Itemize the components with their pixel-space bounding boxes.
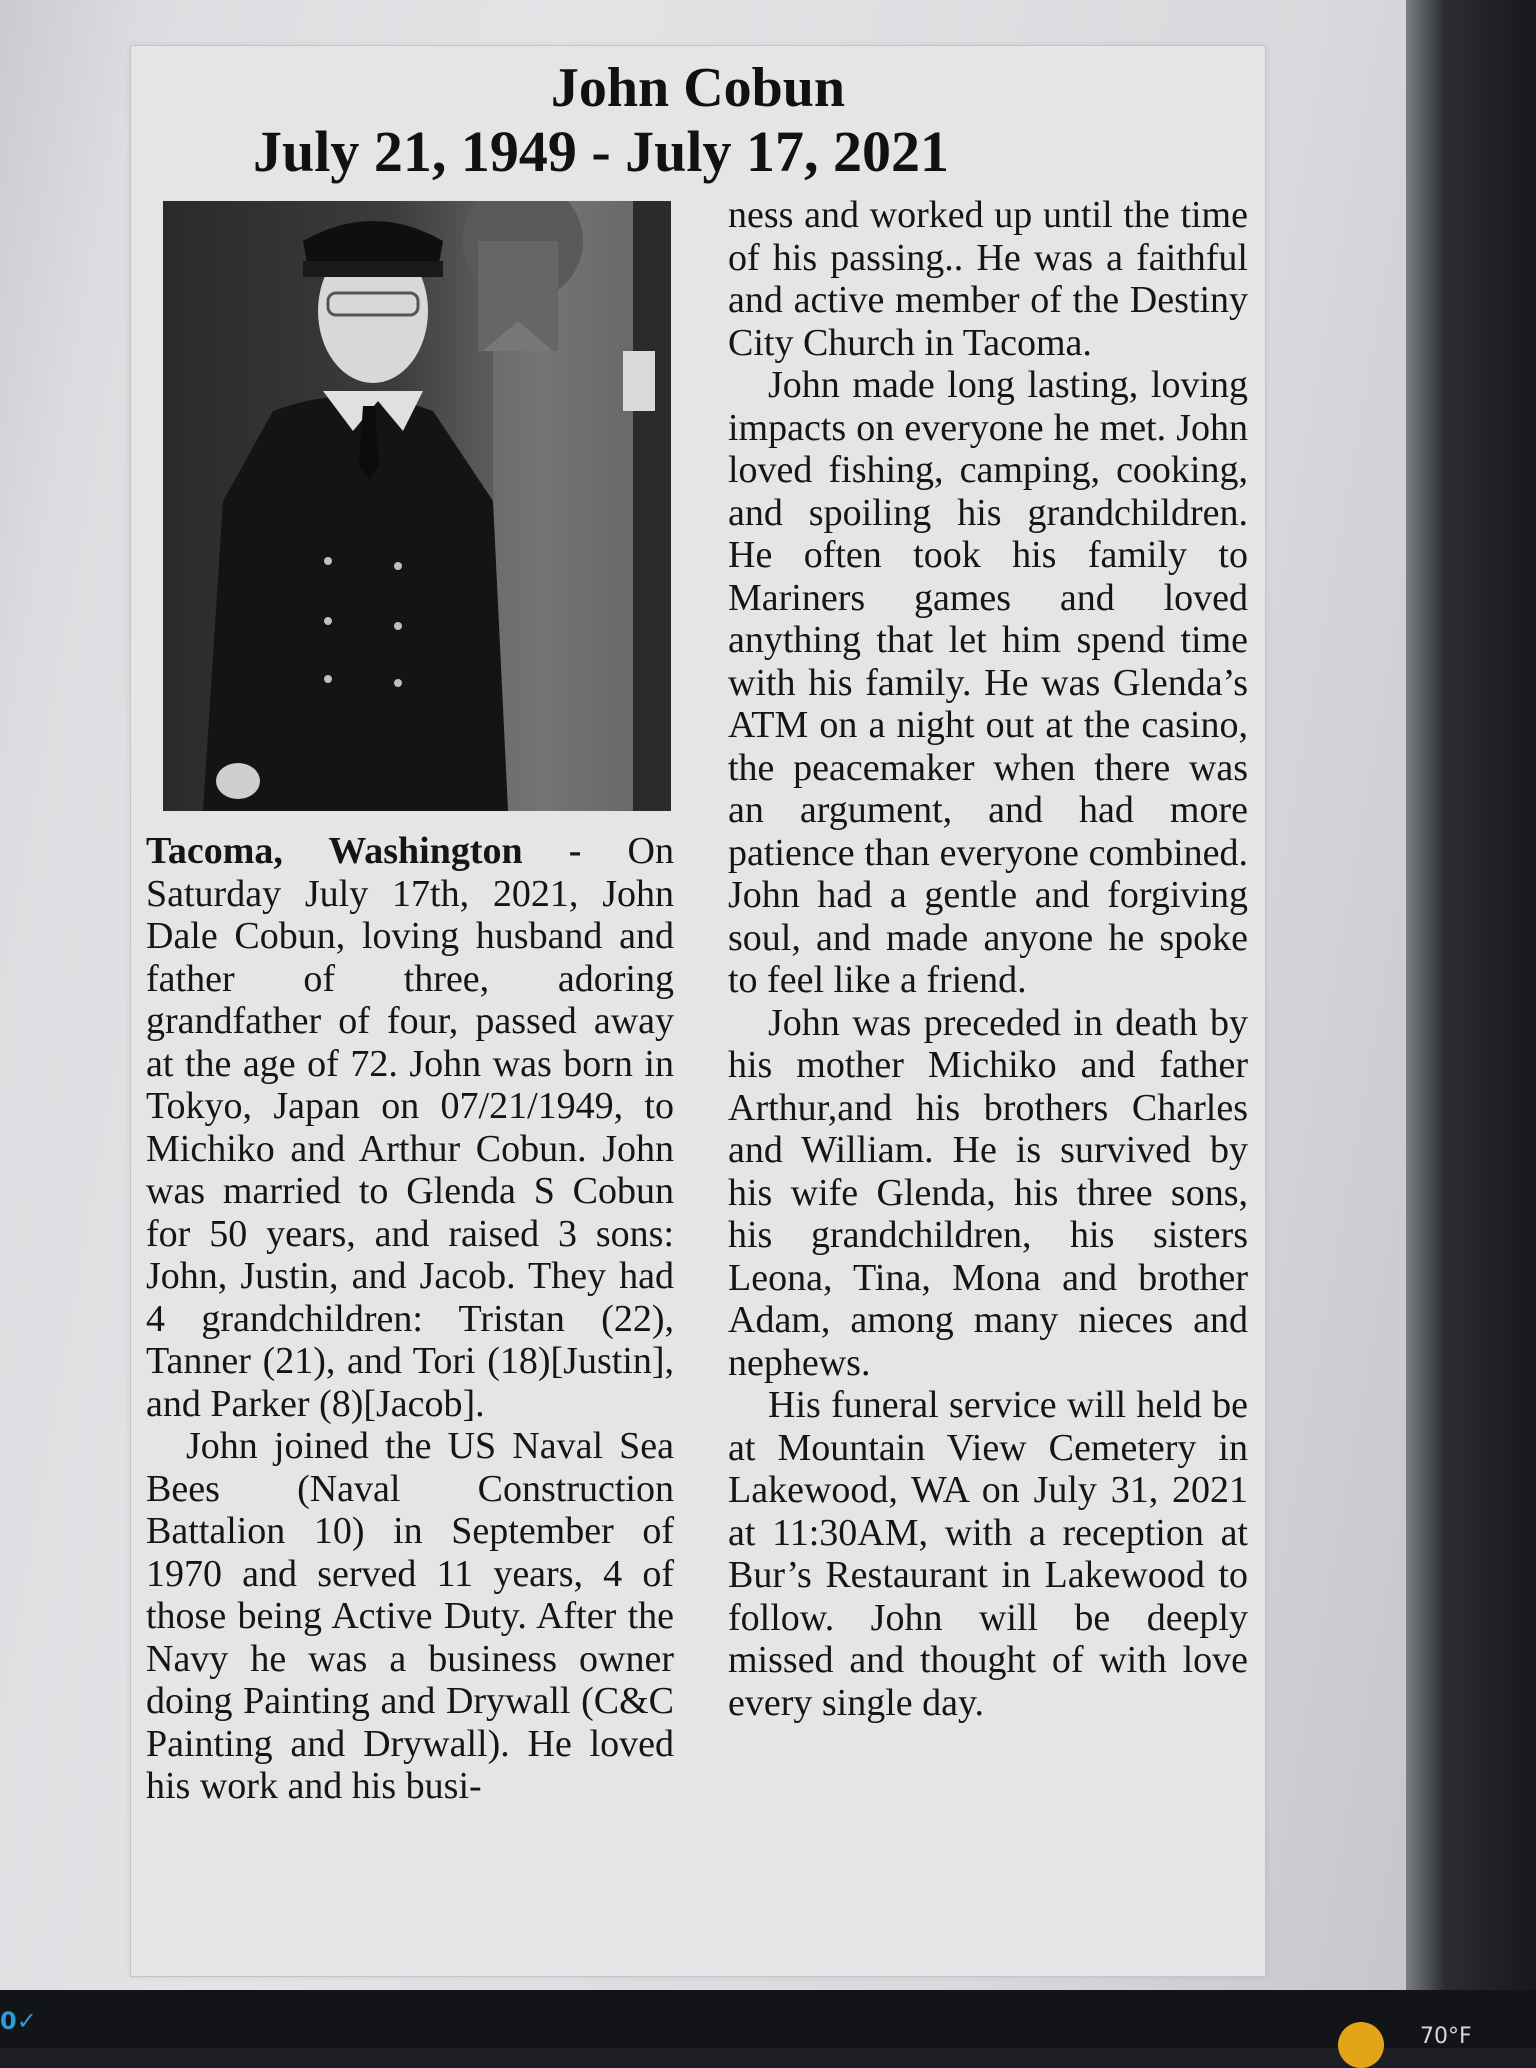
obituary-column-left [146, 830, 674, 1808]
temperature-readout[interactable]: 70°F [1420, 2024, 1472, 2049]
obituary-paragraph: ness and worked up until the time of his passing.. He was a faithful and active member of the Destiny City Church in Tacoma. [728, 194, 1248, 364]
obituary-name: John Cobun [550, 57, 846, 119]
obituary-dates: July 21, 1949 - July 17, 2021 [252, 119, 950, 184]
obituary-paragraph: John joined the US Naval Sea Bees (Naval Construction Battalion 10) in September of 1970 and served 11 years, 4 of those being Active Duty. After the Navy he was a business owner doing Painting and Drywall (C&C Painting and Drywall). He loved his work and his busi- [146, 1425, 674, 1807]
obituary-page [130, 45, 1266, 1977]
monitor-bezel [1406, 0, 1536, 2048]
obituary-column-right [728, 194, 1248, 1724]
dateline: Tacoma, Washington - [146, 830, 628, 872]
portrait-photo [163, 201, 671, 811]
taskbar-count: 0 [0, 2007, 17, 2035]
obituary-text: On Saturday July 17th, 2021, John Dale Cobun, loving husband and father of three, adoring grandfather of four, passed away at the age of 72. John was born in Tokyo, Japan on 07/21/1949, to Michiko and Arthur Cobun. John was married to Glenda S Cobun for 50 years, and raised 3 sons: John, Justin, and Jacob. They had 4 grandchildren: Tristan (22), Tanner (21), and Tori (18)[Justin], and Parker (8)[Jacob]. [146, 830, 674, 1425]
obituary-paragraph: John was preceded in death by his mother Michiko and father Arthur,and his brothers Charles and William. He is survived by his wife Glenda, his three sons, his grandchildren, his sisters Leona, Tina, Mona and brother Adam, among many nieces and nephews. [728, 1001, 1248, 1384]
taskbar [0, 1990, 1536, 2048]
sun-icon[interactable] [1338, 2022, 1384, 2068]
portrait-illustration [163, 201, 671, 811]
obituary-paragraph: John made long lasting, loving impacts on everyone he met. John loved fishing, camping, cooking, and spoiling his grandchildren. He often took his family to Mariners games and loved anything that let him spend time with his family. He was Glenda’s ATM on a night out at the casino, the peacemaker when there was an argument, and had more patience than everyone combined. John had a gentle and forgiving soul, and made anyone he spoke to feel like a friend. [728, 364, 1248, 1001]
obituary-paragraph: His funeral service will held be at Mountain View Cemetery in Lakewood, WA on July 31, 2021 at 11:30AM, with a reception at Bur’s Restaurant in Lakewood to follow. John will be deeply missed and thought of with love every single day. [728, 1384, 1248, 1724]
mail-check-icon[interactable]: 0✓ [0, 2007, 37, 2035]
obituary-paragraph [146, 830, 674, 1425]
